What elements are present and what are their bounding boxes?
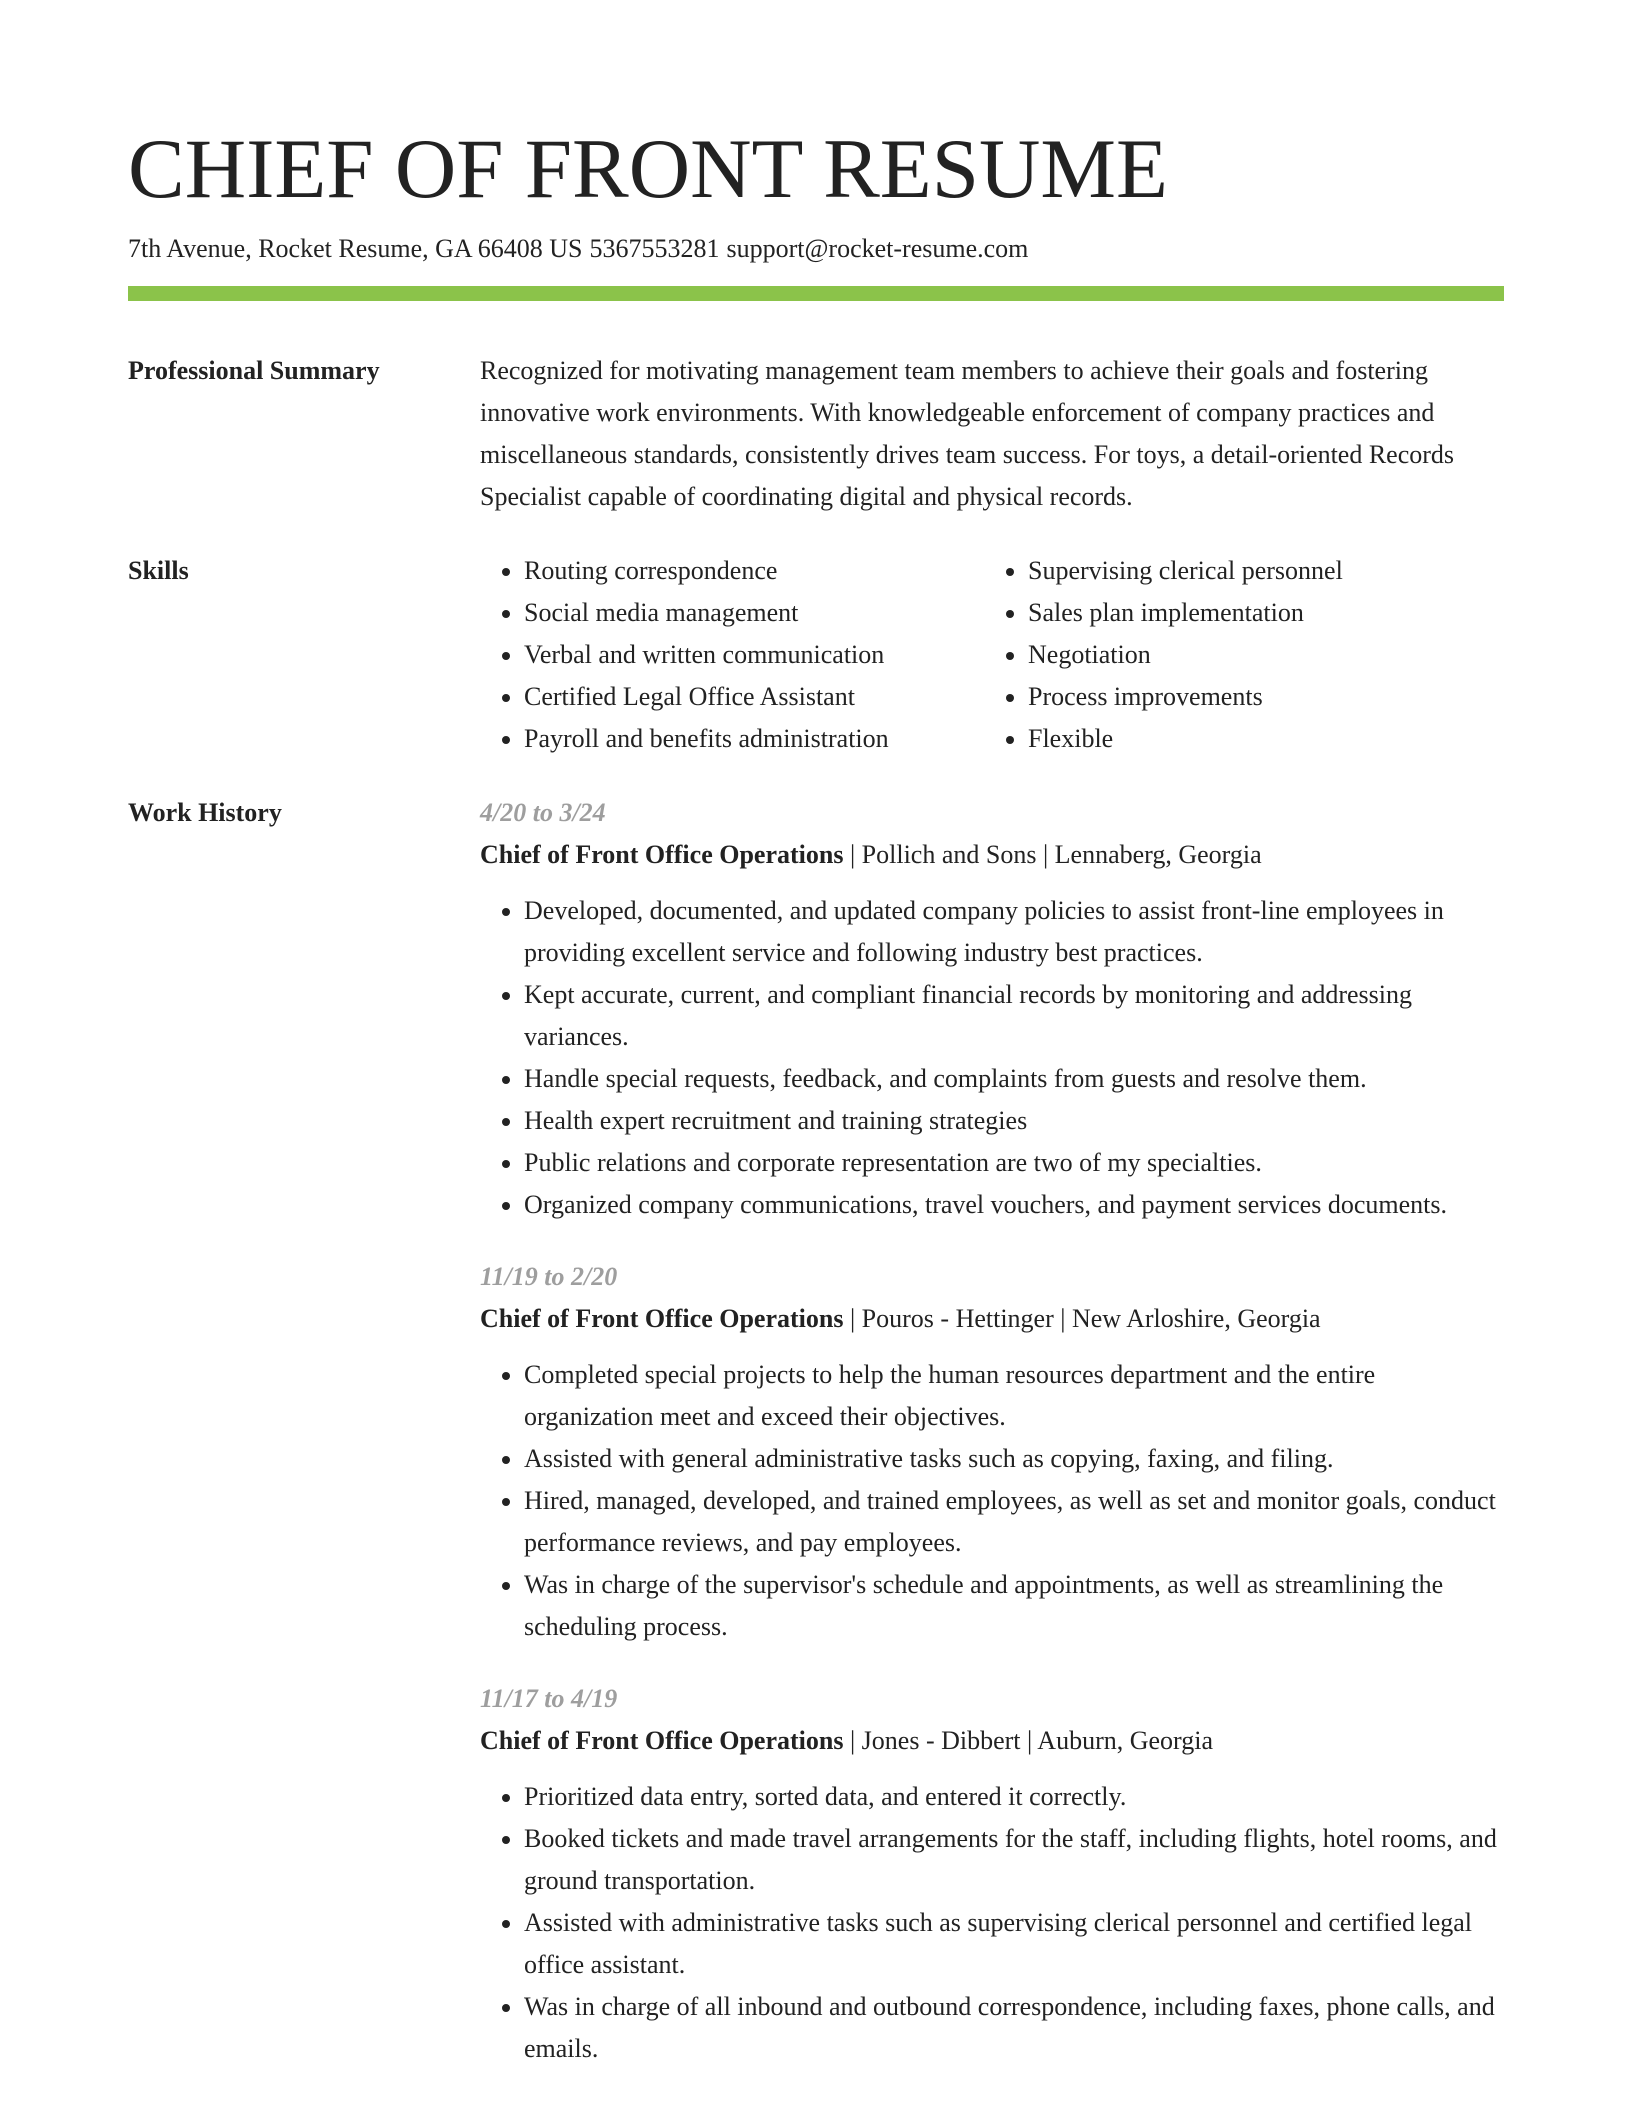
job-entry [480, 1256, 1504, 1648]
contact-phone: 5367553281 [589, 234, 720, 263]
job-heading [480, 834, 1504, 876]
work-history-label: Work History [128, 798, 282, 827]
job-heading [480, 1720, 1504, 1762]
skill-item: • Payroll and benefits administration [524, 718, 984, 760]
skills-body [480, 550, 1504, 760]
job-dates: 4/20 to 3/24 [480, 798, 606, 827]
skill-item: • Verbal and written communication [524, 634, 984, 676]
job-title: Chief of Front Office Operations [480, 840, 844, 869]
job-bullet: • Hired, managed, developed, and trained employees, as well as set and monitor goals, conduct performance reviews, and pay employees. [524, 1480, 1504, 1564]
work-history-body [480, 792, 1504, 2100]
skill-item: • Sales plan implementation [1028, 592, 1488, 634]
job-employer-location: | Pollich and Sons | Lennaberg, Georgia [843, 840, 1262, 869]
job-title: Chief of Front Office Operations [480, 1304, 844, 1333]
job-bullet: • Prioritized data entry, sorted data, and entered it correctly. [524, 1776, 1504, 1818]
skills-label: Skills [128, 556, 189, 585]
job-dates: 11/19 to 2/20 [480, 1262, 618, 1291]
skill-item: • Routing correspondence [524, 550, 984, 592]
job-bullet: • Public relations and corporate representation are two of my specialties. [524, 1142, 1504, 1184]
job-bullets [480, 1354, 1504, 1648]
skill-item: • Social media management [524, 592, 984, 634]
summary-label: Professional Summary [128, 356, 380, 385]
summary-body [480, 350, 1504, 518]
job-bullet: • Was in charge of the supervisor's schedule and appointments, as well as streamlining the scheduling process. [524, 1564, 1504, 1648]
job-bullets [480, 890, 1504, 1226]
job-bullet: • Assisted with general administrative tasks such as copying, faxing, and filing. [524, 1438, 1504, 1480]
job-bullet: • Assisted with administrative tasks such as supervising clerical personnel and certified legal office assistant. [524, 1902, 1504, 1986]
job-bullet: • Developed, documented, and updated company policies to assist front-line employees in providing excellent service and following industry best practices. [524, 890, 1504, 974]
skill-item: • Process improvements [1028, 676, 1488, 718]
job-dates: 11/17 to 4/19 [480, 1684, 618, 1713]
contact-line [128, 233, 1028, 265]
skill-item: • Flexible [1028, 718, 1488, 760]
skill-item: • Supervising clerical personnel [1028, 550, 1488, 592]
job-bullet: • Completed special projects to help the human resources department and the entire organization meet and exceed their objectives. [524, 1354, 1504, 1438]
skill-item: • Certified Legal Office Assistant [524, 676, 984, 718]
skill-item: • Negotiation [1028, 634, 1488, 676]
job-employer-location: | Jones - Dibbert | Auburn, Georgia [843, 1726, 1214, 1755]
header-accent-rule [128, 286, 1504, 301]
job-bullet: • Health expert recruitment and training strategies [524, 1100, 1504, 1142]
job-entry [480, 792, 1504, 1226]
job-bullet: • Was in charge of all inbound and outbound correspondence, including faxes, phone calls, and emails. [524, 1986, 1504, 2070]
resume-name-heading: CHIEF OF FRONT RESUME [128, 122, 1168, 216]
contact-email: support@rocket-resume.com [726, 234, 1029, 263]
job-entry [480, 1678, 1504, 2070]
skills-list-right [984, 550, 1488, 760]
job-bullet: • Booked tickets and made travel arrangements for the staff, including flights, hotel rooms, and ground transportation. [524, 1818, 1504, 1902]
job-bullet: • Handle special requests, feedback, and complaints from guests and resolve them. [524, 1058, 1504, 1100]
job-bullet: • Organized company communications, travel vouchers, and payment services documents. [524, 1184, 1504, 1226]
job-bullets [480, 1776, 1504, 2070]
job-employer-location: | Pouros - Hettinger | New Arloshire, Georgia [843, 1304, 1321, 1333]
summary-text: Recognized for motivating management team members to achieve their goals and fostering innovative work environments. With knowledgeable enforcement of company practices and miscellaneous standards, consistently drives team success. For toys, a detail-oriented Records Specialist capable of coordinating digital and physical records. [480, 356, 1455, 511]
job-title: Chief of Front Office Operations [480, 1726, 844, 1755]
skills-list-left [480, 550, 984, 760]
job-bullet: • Kept accurate, current, and compliant financial records by monitoring and addressing variances. [524, 974, 1504, 1058]
contact-address: 7th Avenue, Rocket Resume, GA 66408 US [128, 234, 583, 263]
job-heading [480, 1298, 1504, 1340]
